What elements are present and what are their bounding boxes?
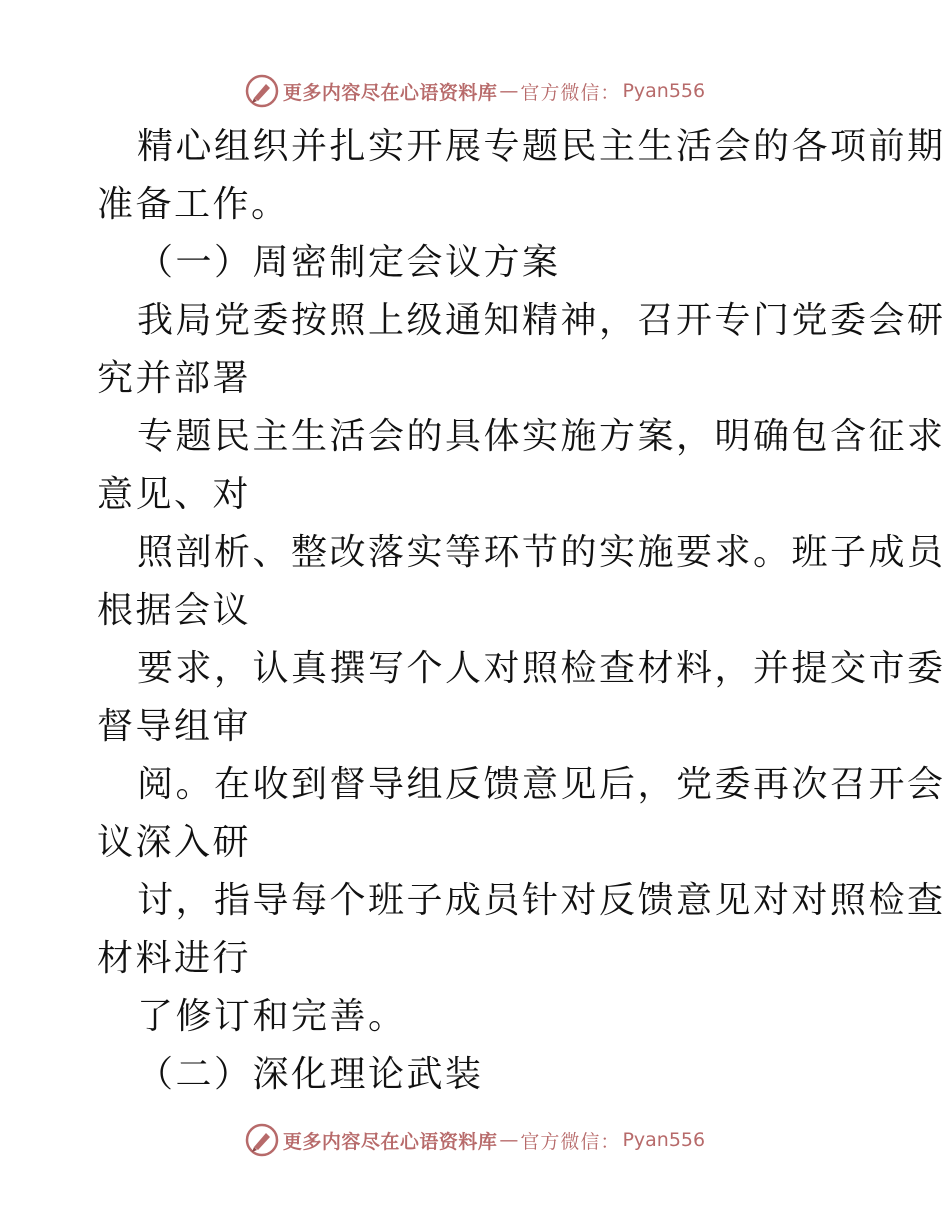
watermark-official-label: 官方微信： — [520, 81, 621, 104]
pen-logo-icon — [245, 1123, 279, 1157]
text-line: 了修订和完善。 — [137, 996, 407, 1037]
pen-logo-icon — [245, 74, 279, 108]
watermark-wechat-id: Pyan556 — [622, 80, 706, 102]
text-line: 要求，认真撰写个人对照检查材料，并提交市委 — [137, 648, 946, 689]
text-line: 讨，指导每个班子成员针对反馈意见对对照检查 — [137, 880, 946, 921]
text-line: 精心组织并扎实开展专题民主生活会的各项前期 — [137, 126, 946, 167]
text-line: 督导组审 — [97, 706, 252, 747]
text-line: 阅。在收到督导组反馈意见后，党委再次召开会 — [137, 764, 946, 805]
document-body — [97, 118, 946, 1104]
watermark-dash: — — [499, 80, 519, 102]
text-line: 根据会议 — [97, 590, 252, 631]
text-line: 我局党委按照上级通知精神，召开专门党委会研 — [137, 300, 946, 341]
text-line: 准备工作。 — [97, 184, 290, 225]
watermark-text: 更多内容尽在心语资料库 — [282, 1130, 498, 1153]
text-line: 照剖析、整改落实等环节的实施要求。班子成员 — [137, 532, 946, 573]
watermark-dash: — — [499, 1129, 519, 1151]
text-line: 专题民主生活会的具体实施方案，明确包含征求 — [137, 416, 946, 457]
text-line: 材料进行 — [97, 938, 252, 979]
text-line: （一）周密制定会议方案 — [137, 242, 561, 283]
watermark-official-label: 官方微信： — [520, 1130, 621, 1153]
watermark-wechat-id: Pyan556 — [622, 1129, 706, 1151]
text-line: 意见、对 — [97, 474, 252, 515]
text-line: 议深入研 — [97, 822, 252, 863]
footer-watermark — [0, 1120, 950, 1160]
header-watermark — [0, 71, 950, 111]
text-line: （二）深化理论武装 — [137, 1054, 484, 1095]
text-line: 究并部署 — [97, 358, 252, 399]
watermark-text: 更多内容尽在心语资料库 — [282, 81, 498, 104]
